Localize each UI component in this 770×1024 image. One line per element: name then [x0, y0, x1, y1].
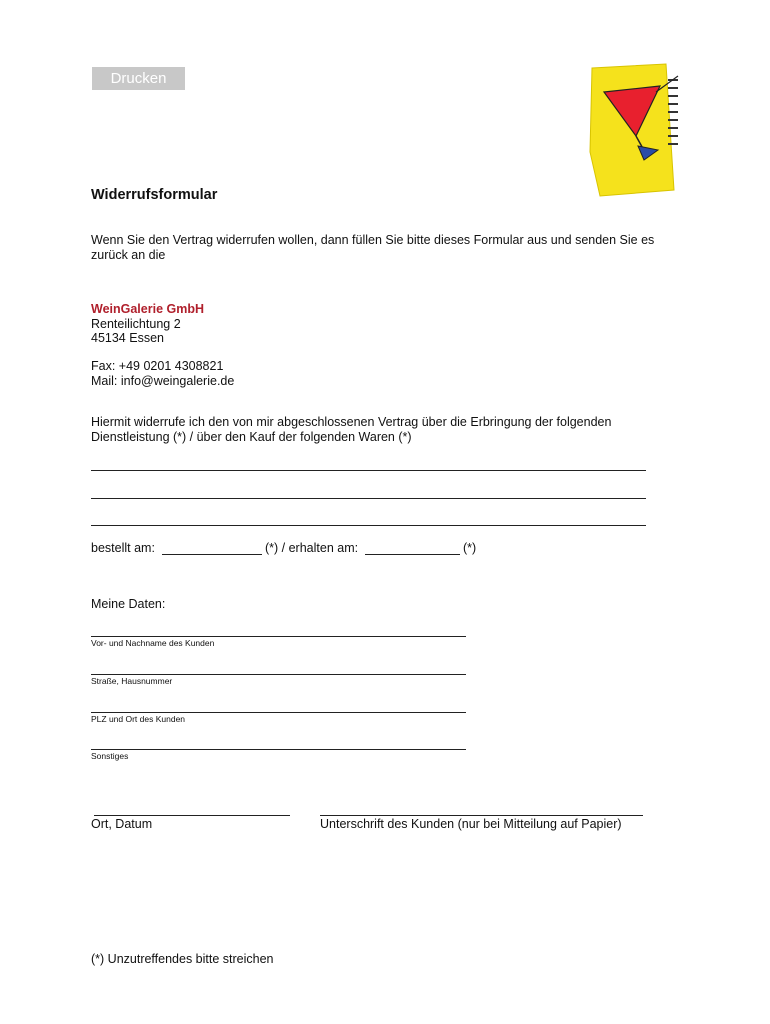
goods-line-1[interactable] [91, 470, 646, 471]
city-field-line[interactable] [91, 712, 466, 713]
place-date-line[interactable] [94, 815, 290, 816]
ordered-date-line[interactable] [162, 554, 262, 555]
revocation-line-2: Dienstleistung (*) / über den Kauf der folgenden Waren (*) [91, 430, 412, 444]
goods-line-2[interactable] [91, 498, 646, 499]
signature-label: Unterschrift des Kunden (nur bei Mitteilung auf Papier) [320, 817, 622, 831]
place-date-label: Ort, Datum [91, 817, 153, 831]
intro-line-2: zurück an die [91, 248, 166, 262]
other-field-line[interactable] [91, 749, 466, 750]
company-city: 45134 Essen [91, 331, 164, 345]
name-field-line[interactable] [91, 636, 466, 637]
signature-line[interactable] [320, 815, 643, 816]
company-fax: Fax: +49 0201 4308821 [91, 359, 224, 373]
goods-line-3[interactable] [91, 525, 646, 526]
wine-glass-logo-icon [578, 62, 688, 200]
footnote: (*) Unzutreffendes bitte streichen [91, 952, 274, 966]
form-title: Widerrufsformular [91, 187, 218, 203]
company-name: WeinGalerie GmbH [91, 302, 204, 316]
company-mail: Mail: info@weingalerie.de [91, 374, 235, 388]
intro-line-1: Wenn Sie den Vertrag widerrufen wollen, dann füllen Sie bitte dieses Formular aus und senden Sie es [91, 233, 655, 247]
other-field-label: Sonstiges [91, 751, 129, 761]
company-street: Renteilichtung 2 [91, 317, 181, 331]
name-field-label: Vor- und Nachname des Kunden [91, 638, 215, 648]
street-field-line[interactable] [91, 674, 466, 675]
customer-heading: Meine Daten: [91, 597, 166, 611]
revocation-line-1: Hiermit widerrufe ich den von mir abgeschlossenen Vertrag über die Erbringung der folgenden [91, 415, 612, 429]
ordered-label: bestellt am: [91, 541, 155, 555]
street-field-label: Straße, Hausnummer [91, 676, 173, 686]
city-field-label: PLZ und Ort des Kunden [91, 714, 186, 724]
footnote-marker: (*) [463, 541, 477, 555]
received-date-line[interactable] [365, 554, 460, 555]
received-label: (*) / erhalten am: [265, 541, 359, 555]
print-button[interactable]: Drucken [92, 67, 185, 90]
